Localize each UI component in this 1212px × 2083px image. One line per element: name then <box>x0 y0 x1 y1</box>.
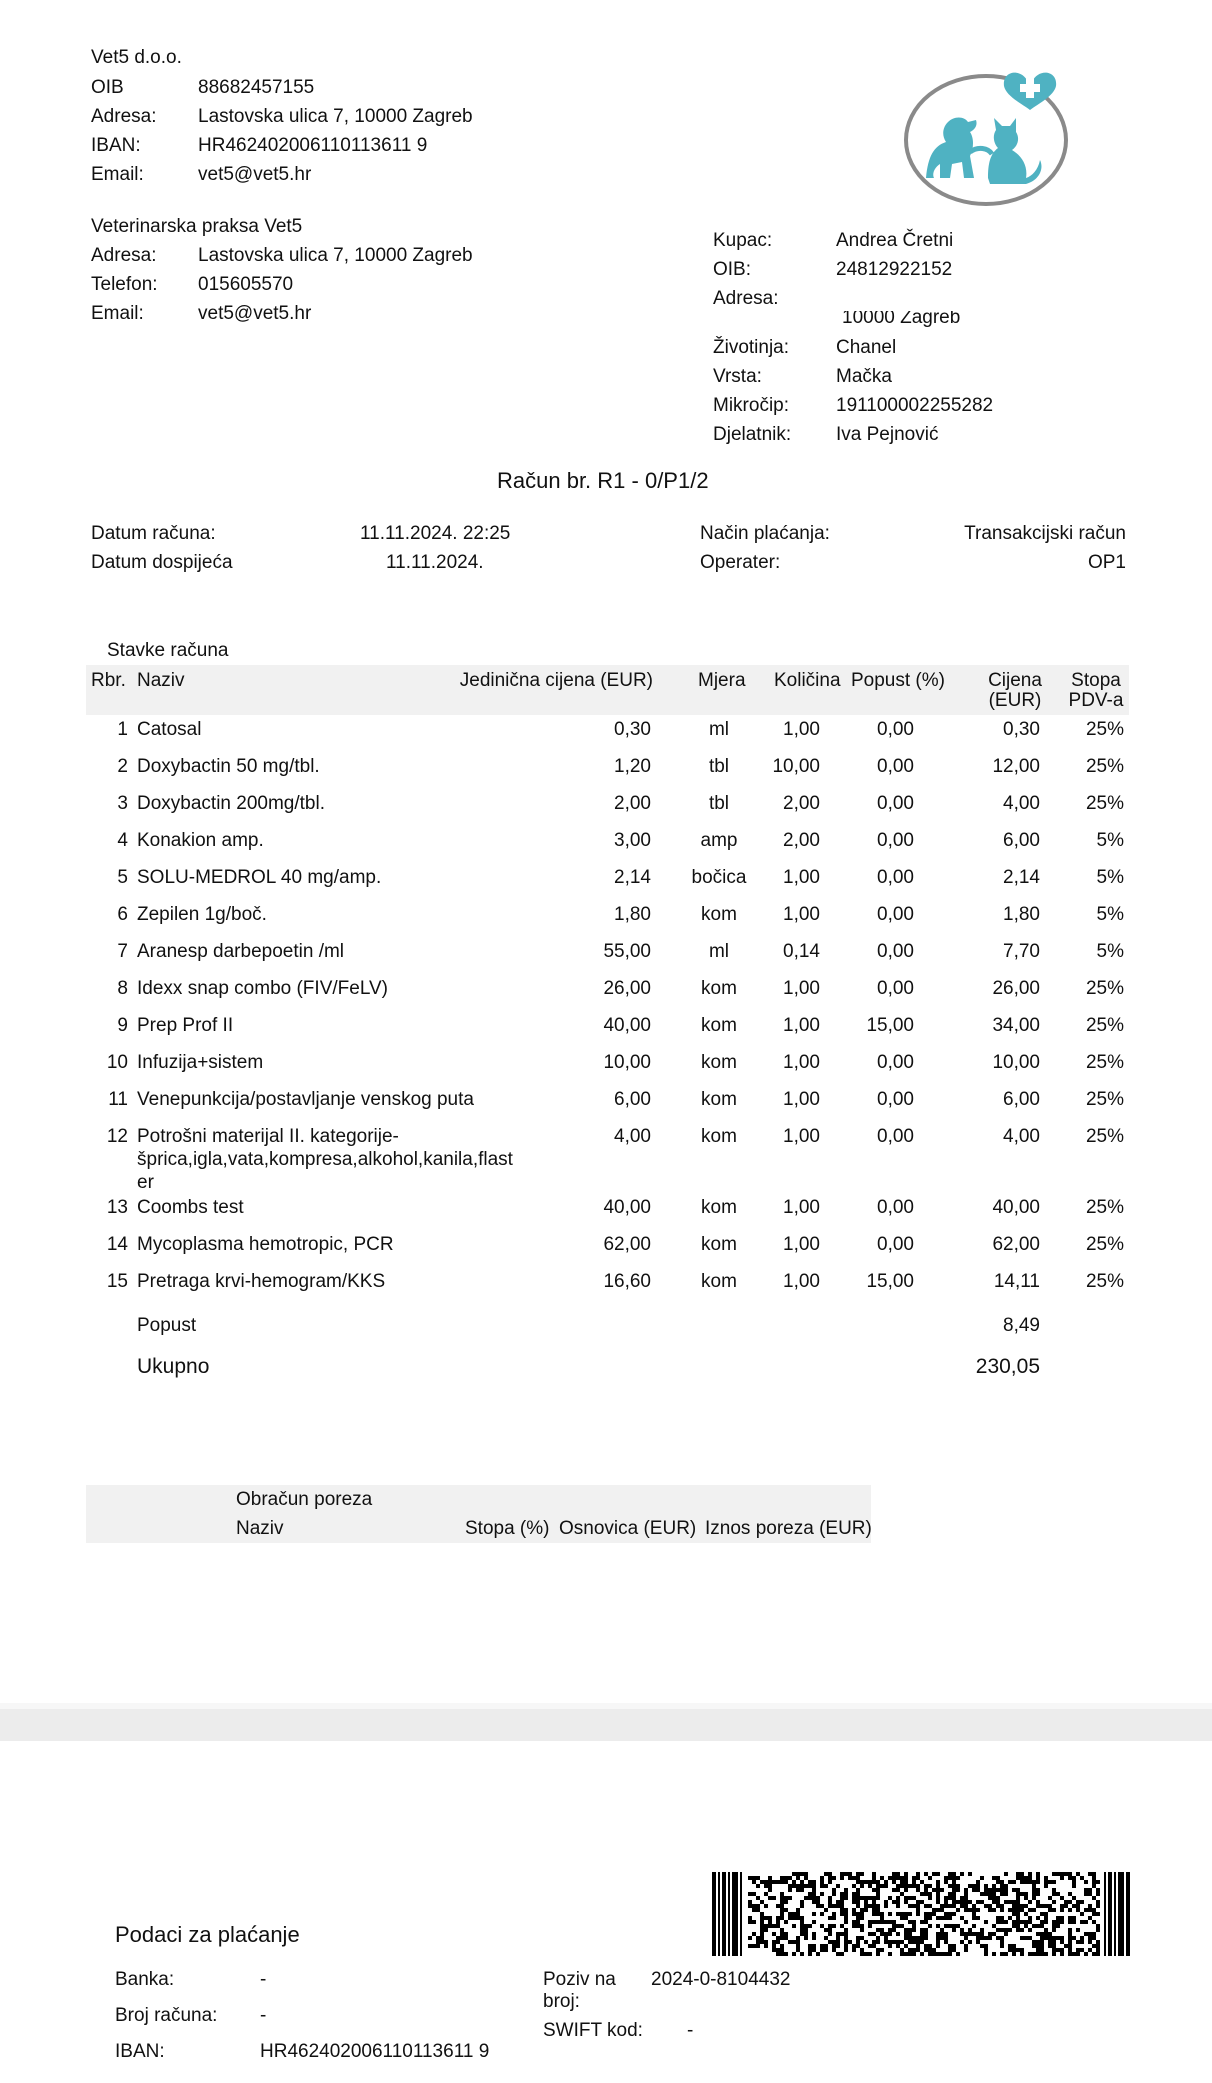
cell-measure: kom <box>701 904 737 925</box>
cell-name: Prep Prof II <box>137 1015 234 1036</box>
cell-name-continued: er <box>137 1172 154 1193</box>
cell-disc: 0,00 <box>877 1089 914 1110</box>
company-address: Lastovska ulica 7, 10000 Zagreb <box>198 106 473 127</box>
cell-disc: 0,00 <box>877 793 914 814</box>
header-qty: Količina <box>774 670 841 691</box>
cell-name-continued: šprica,igla,vata,kompresa,alkohol,kanila,flast <box>137 1149 513 1170</box>
cell-qty: 2,00 <box>783 793 820 814</box>
reference-label: Poziv na <box>543 1969 616 1990</box>
cell-unit: 10,00 <box>603 1052 651 1073</box>
discount-label: Popust <box>137 1315 197 1336</box>
cell-vat: 5% <box>1096 867 1124 888</box>
cell-n: 14 <box>106 1234 128 1255</box>
tax-header-base: Osnovica (EUR) <box>559 1518 697 1539</box>
practice-email: vet5@vet5.hr <box>198 303 312 324</box>
cell-measure: amp <box>700 830 738 851</box>
cell-n: 15 <box>106 1271 128 1292</box>
cell-price: 4,00 <box>1003 793 1040 814</box>
cell-vat: 25% <box>1085 1015 1124 1036</box>
cell-unit: 40,00 <box>603 1015 651 1036</box>
operator-value: OP1 <box>1087 552 1126 573</box>
cell-name: Aranesp darbepoetin /ml <box>137 941 345 962</box>
cell-vat: 5% <box>1096 904 1124 925</box>
cell-price: 12,00 <box>992 756 1040 777</box>
payment-method-label: Način plaćanja: <box>700 523 830 544</box>
cell-qty: 1,00 <box>783 904 820 925</box>
cell-name: Zepilen 1g/boč. <box>137 904 267 925</box>
tax-header-amount: Iznos poreza (EUR) <box>705 1518 872 1539</box>
cell-unit: 0,30 <box>614 719 651 740</box>
cell-name: Doxybactin 200mg/tbl. <box>137 793 325 814</box>
cell-disc: 0,00 <box>877 1126 914 1147</box>
species-label: Vrsta: <box>713 366 762 387</box>
cell-measure: kom <box>701 1052 737 1073</box>
cell-price: 14,11 <box>993 1271 1040 1292</box>
cell-vat: 25% <box>1085 978 1124 999</box>
cell-vat: 25% <box>1085 793 1124 814</box>
company-iban: HR462402006110113611 9 <box>198 135 428 156</box>
cell-unit: 1,20 <box>614 756 651 777</box>
cell-disc: 0,00 <box>877 978 914 999</box>
cell-qty: 1,00 <box>783 1197 820 1218</box>
cell-unit: 4,00 <box>614 1126 651 1147</box>
cell-unit: 62,00 <box>603 1234 651 1255</box>
practice-address: Lastovska ulica 7, 10000 Zagreb <box>198 245 473 266</box>
employee-value: Iva Pejnović <box>836 424 939 445</box>
cell-qty: 1,00 <box>783 1015 820 1036</box>
cell-qty: 2,00 <box>783 830 820 851</box>
cell-unit: 3,00 <box>614 830 651 851</box>
cell-measure: kom <box>701 1271 737 1292</box>
cell-price: 62,00 <box>992 1234 1040 1255</box>
account-label: Broj računa: <box>115 2005 218 2026</box>
cell-vat: 25% <box>1085 1271 1124 1292</box>
cell-name: Pretraga krvi-hemogram/KKS <box>137 1271 386 1292</box>
bank-value: - <box>260 1969 267 1990</box>
cell-disc: 0,00 <box>877 1234 914 1255</box>
cell-vat: 25% <box>1085 719 1124 740</box>
practice-phone-label: Telefon: <box>91 274 158 295</box>
cell-price: 26,00 <box>992 978 1040 999</box>
payment-iban: HR462402006110113611 9 <box>260 2041 490 2062</box>
buyer-oib-label: OIB: <box>713 259 752 280</box>
cell-vat: 25% <box>1085 1052 1124 1073</box>
page-break <box>0 1703 1212 1741</box>
cell-n: 1 <box>117 719 128 740</box>
due-date-label: Datum dospijeća <box>91 552 233 573</box>
cell-price: 2,14 <box>1003 867 1040 888</box>
cell-vat: 25% <box>1085 756 1124 777</box>
cell-n: 10 <box>106 1052 128 1073</box>
cell-disc: 0,00 <box>877 719 914 740</box>
cell-price: 34,00 <box>992 1015 1040 1036</box>
header-price-unit: (EUR) <box>988 690 1042 711</box>
cell-disc: 15,00 <box>866 1271 914 1292</box>
invoice-date-label: Datum računa: <box>91 523 216 544</box>
vet-logo-icon <box>898 60 1074 212</box>
cell-name: Coombs test <box>137 1197 244 1218</box>
cell-n: 4 <box>117 830 128 851</box>
cell-unit: 55,00 <box>603 941 651 962</box>
header-discount: Popust (%) <box>851 670 945 691</box>
cell-vat: 25% <box>1085 1234 1124 1255</box>
cell-qty: 1,00 <box>783 1089 820 1110</box>
tax-header-rate: Stopa (%) <box>465 1518 550 1539</box>
cell-unit: 40,00 <box>603 1197 651 1218</box>
cell-n: 13 <box>106 1197 128 1218</box>
items-section-title: Stavke računa <box>107 640 229 661</box>
reference-value: 2024-0-8104432 <box>651 1969 791 1990</box>
cell-measure: ml <box>708 941 730 962</box>
cell-vat: 25% <box>1085 1089 1124 1110</box>
payment-method: Transakcijski račun <box>964 523 1126 544</box>
cell-price: 7,70 <box>1003 941 1040 962</box>
cell-qty: 1,00 <box>783 1234 820 1255</box>
cell-vat: 25% <box>1085 1197 1124 1218</box>
chip-value: 191100002255282 <box>836 395 994 416</box>
cell-name: SOLU-MEDROL 40 mg/amp. <box>137 867 382 888</box>
header-price: Cijena <box>988 670 1042 691</box>
total-amount: 230,05 <box>975 1355 1040 1378</box>
cell-measure: kom <box>701 978 737 999</box>
header-name: Naziv <box>137 670 185 691</box>
cell-disc: 0,00 <box>877 941 914 962</box>
cell-vat: 5% <box>1096 830 1124 851</box>
cell-n: 11 <box>108 1089 128 1110</box>
cell-measure: tbl <box>708 793 730 814</box>
cell-qty: 1,00 <box>783 1052 820 1073</box>
cell-qty: 1,00 <box>783 1126 820 1147</box>
cell-n: 12 <box>106 1126 128 1147</box>
cell-qty: 1,00 <box>783 1271 820 1292</box>
invoice-title: Račun br. R1 - 0/P1/2 <box>497 468 709 493</box>
cell-disc: 0,00 <box>877 867 914 888</box>
cell-n: 7 <box>117 941 128 962</box>
bank-label: Banka: <box>115 1969 175 1990</box>
animal-label: Životinja: <box>713 337 790 358</box>
cell-price: 0,30 <box>1003 719 1040 740</box>
cell-price: 40,00 <box>992 1197 1040 1218</box>
account-value: - <box>260 2005 267 2026</box>
cell-unit: 2,14 <box>614 867 651 888</box>
cell-unit: 6,00 <box>614 1089 651 1110</box>
cell-name: Venepunkcija/postavljanje venskog puta <box>137 1089 474 1110</box>
total-label: Ukupno <box>137 1355 210 1378</box>
cell-disc: 0,00 <box>877 1052 914 1073</box>
practice-email-label: Email: <box>91 303 144 324</box>
cell-disc: 0,00 <box>877 756 914 777</box>
cell-measure: kom <box>701 1126 737 1147</box>
employee-label: Djelatnik: <box>713 424 792 445</box>
cell-name: Potrošni materijal II. kategorije- <box>137 1126 399 1147</box>
cell-n: 8 <box>117 978 128 999</box>
swift-label: SWIFT kod: <box>543 2020 643 2041</box>
cell-name: Idexx snap combo (FIV/FeLV) <box>137 978 388 999</box>
buyer-oib: 24812922152 <box>836 259 953 275</box>
cell-n: 5 <box>117 867 128 888</box>
cell-unit: 2,00 <box>614 793 651 814</box>
cell-qty: 1,00 <box>783 719 820 740</box>
company-address-label: Adresa: <box>91 106 157 127</box>
reference-label-2: broj: <box>543 1991 580 2012</box>
chip-label: Mikročip: <box>713 395 790 416</box>
cell-measure: bočica <box>691 867 747 888</box>
discount-total: 8,49 <box>1003 1315 1040 1336</box>
practice-name: Veterinarska praksa Vet5 <box>91 216 303 237</box>
cell-measure: kom <box>701 1089 737 1110</box>
cell-measure: kom <box>701 1015 737 1036</box>
header-unit-price: Jedinična cijena (EUR) <box>459 670 653 691</box>
practice-phone: 015605570 <box>198 274 294 295</box>
tax-title: Obračun poreza <box>236 1489 373 1510</box>
cell-measure: ml <box>708 719 730 740</box>
cell-n: 6 <box>117 904 128 925</box>
company-iban-label: IBAN: <box>91 135 141 156</box>
header-measure: Mjera <box>698 670 746 691</box>
cell-price: 10,00 <box>992 1052 1040 1073</box>
swift-value: - <box>687 2020 694 2041</box>
cell-unit: 26,00 <box>603 978 651 999</box>
cell-n: 2 <box>117 756 128 777</box>
cell-vat: 25% <box>1085 1126 1124 1147</box>
practice-address-label: Adresa: <box>91 245 157 266</box>
company-oib-label: OIB <box>91 77 124 98</box>
company-email-label: Email: <box>91 164 144 185</box>
company-name: Vet5 d.o.o. <box>91 47 182 68</box>
header-vat-2: PDV-a <box>1068 690 1124 711</box>
cell-n: 3 <box>117 793 128 814</box>
cell-unit: 16,60 <box>603 1271 651 1292</box>
cell-name: Catosal <box>137 719 202 740</box>
cell-vat: 5% <box>1096 941 1124 962</box>
cell-disc: 0,00 <box>877 1197 914 1218</box>
cell-name: Konakion amp. <box>137 830 264 851</box>
buyer-label: Kupac: <box>713 230 773 251</box>
animal-name: Chanel <box>836 337 897 358</box>
payment-iban-label: IBAN: <box>115 2041 165 2062</box>
company-email: vet5@vet5.hr <box>198 164 312 185</box>
buyer-address-label: Adresa: <box>713 288 779 309</box>
due-date: 11.11.2024. <box>386 552 484 573</box>
cell-disc: 0,00 <box>877 830 914 851</box>
cell-measure: kom <box>701 1234 737 1255</box>
buyer-name: Andrea Čretni <box>836 230 954 251</box>
cell-qty: 1,00 <box>783 867 820 888</box>
tax-header-name: Naziv <box>236 1518 284 1539</box>
cell-measure: tbl <box>708 756 730 777</box>
header-vat: Stopa <box>1071 670 1121 691</box>
payment-barcode <box>712 1872 1130 1956</box>
cell-qty: 1,00 <box>783 978 820 999</box>
company-oib: 88682457155 <box>198 77 315 98</box>
species-value: Mačka <box>836 366 892 387</box>
payment-info-title: Podaci za plaćanje <box>115 1922 300 1947</box>
cell-n: 9 <box>117 1015 128 1036</box>
cell-measure: kom <box>701 1197 737 1218</box>
cell-name: Mycoplasma hemotropic, PCR <box>137 1234 394 1255</box>
cell-qty: 0,14 <box>783 941 820 962</box>
cell-name: Doxybactin 50 mg/tbl. <box>137 756 320 777</box>
cell-qty: 10,00 <box>772 756 820 777</box>
cell-name: Infuzija+sistem <box>137 1052 264 1073</box>
cell-price: 1,80 <box>1003 904 1040 925</box>
invoice-date: 11.11.2024. 22:25 <box>360 523 511 544</box>
cell-disc: 15,00 <box>866 1015 914 1036</box>
operator-label: Operater: <box>700 552 781 573</box>
header-rbr: Rbr. <box>91 670 126 691</box>
buyer-address-city: 10000 Zagreb <box>842 311 961 328</box>
cell-price: 4,00 <box>1003 1126 1040 1147</box>
cell-price: 6,00 <box>1003 1089 1040 1110</box>
cell-unit: 1,80 <box>614 904 651 925</box>
cell-price: 6,00 <box>1003 830 1040 851</box>
cell-disc: 0,00 <box>877 904 914 925</box>
